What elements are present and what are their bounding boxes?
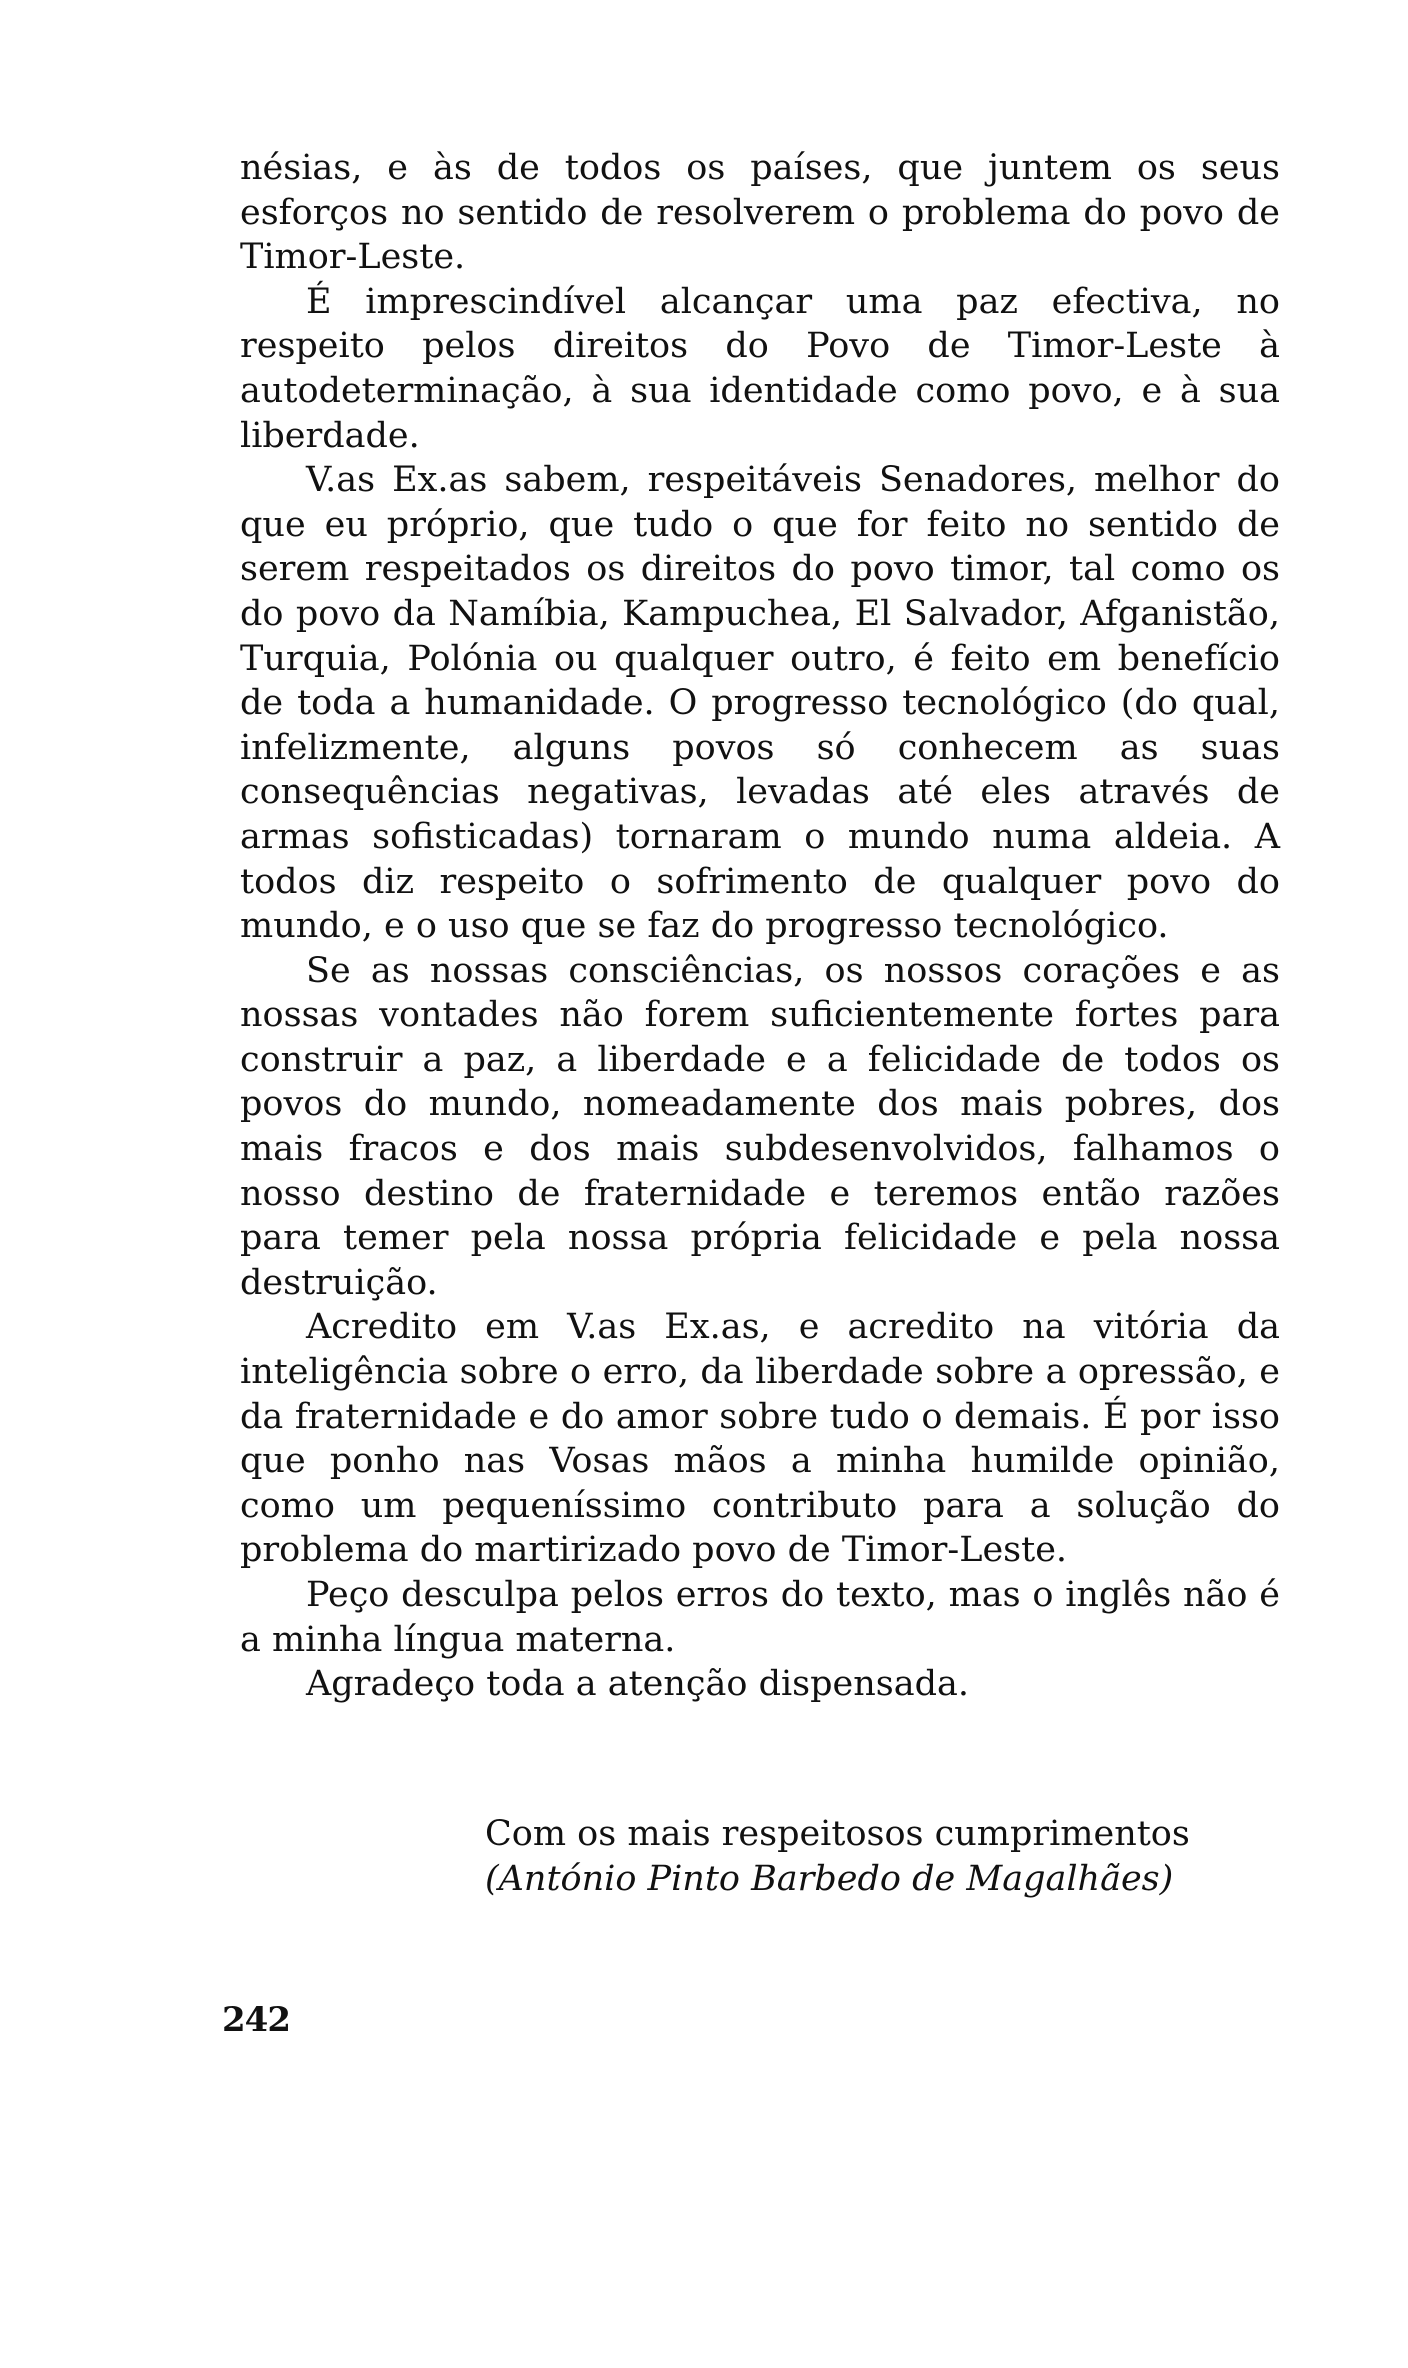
page-number: 242 <box>222 2000 290 2040</box>
paragraph-belief: Acredito em V.as Ex.as, e acredito na vitória da inteligência sobre o erro, da liberdade sobre a opressão, e da fraternidade e do amor sobre tudo o demais. É por isso que ponho nas Vosas mãos a minha humilde opinião, como um pequeníssimo contributo para a solução do problema do martirizado povo de Timor-Leste. <box>240 1307 1280 1571</box>
paragraph-peace: É imprescindível alcançar uma paz efectiva, no respeito pelos direitos do Povo de Timor-Leste à autodeterminação, à sua identidade como povo, e à sua liberdade. <box>240 281 1280 456</box>
paragraph-apology: Peço desculpa pelos erros do texto, mas o inglês não é a minha língua materna. <box>240 1575 1280 1660</box>
paragraph-consciences: Se as nossas consciências, os nossos corações e as nossas vontades não forem suficientemente fortes para construir a paz, a liberdade e a felicidade de todos os povos do mundo, nomeadamente dos mais pobres, dos mais fracos e dos mais subdesenvolvidos, falhamos o nosso destino de fraternidade e teremos então razões para temer pela nossa própria felicidade e pela nossa destruição. <box>240 950 1280 1303</box>
paragraph-continuation: nésias, e às de todos os países, que juntem os seus esforços no sentido de resolverem o problema do povo de Timor-Leste. <box>240 148 1280 278</box>
body-text <box>240 146 1280 1707</box>
signature-name: (António Pinto Barbedo de Magalhães) <box>485 1858 1174 1899</box>
paragraph-senators: V.as Ex.as sabem, respeitáveis Senadores, melhor do que eu próprio, que tudo o que for feito no sentido de serem respeitados os direitos do povo timor, tal como os do povo da Namíbia, Kampuchea, El Salvador, Afganistão, Turquia, Polónia ou qualquer outro, é feito em benefício de toda a humanidade. O progresso tecnológico (do qual, infelizmente, alguns povos só conhecem as suas consequências negativas, levadas até eles através de armas sofisticadas) tornaram o mundo numa aldeia. A todos diz respeito o sofrimento de qualquer povo do mundo, e o uso que se faz do progresso tecnológico. <box>240 460 1280 947</box>
closing-salutation: Com os mais respeitosos cumprimentos <box>485 1814 1190 1854</box>
paragraph-thanks: Agradeço toda a atenção dispensada. <box>306 1664 970 1705</box>
letter-closing <box>485 1812 1285 1901</box>
